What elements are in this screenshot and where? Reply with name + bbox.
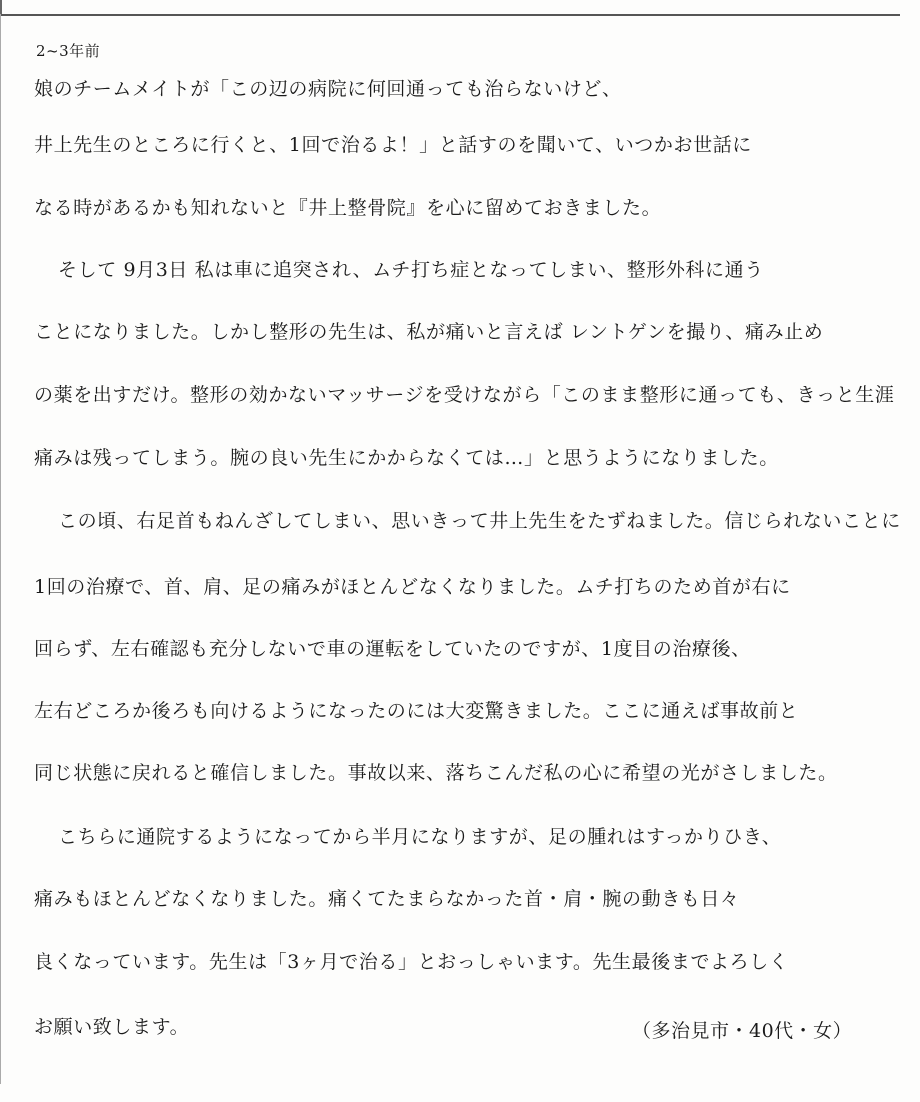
testimonial-line-10: 回らず、左右確認も充分しないで車の運転をしていたのですが、1度目の治療後、 <box>34 638 751 660</box>
author-signature: （多治見市・40代・女） <box>632 1020 853 1042</box>
testimonial-line-6: の薬を出すだけ。整形の効かないマッサージを受けながら「このまま整形に通っても、きっと生涯 <box>34 384 895 406</box>
testimonial-line-9: 1回の治療で、首、肩、足の痛みがほとんどなくなりました。ムチ打ちのため首が右に <box>34 576 791 598</box>
testimonial-line-4: そして 9月3日 私は車に追突され、ムチ打ち症となってしまい、整形外科に通う <box>58 259 764 281</box>
paper-top-rule <box>0 14 900 16</box>
paper-left-rule <box>0 14 1 1084</box>
testimonial-line-1: 娘のチームメイトが「この辺の病院に何回通っても治らないけど、 <box>34 78 622 100</box>
testimonial-line-7: 痛みは残ってしまう。腕の良い先生にかからなくては…」と思うようになりました。 <box>34 447 779 469</box>
testimonial-line-13: こちらに通院するようになってから半月になりますが、足の腫れはすっかりひき、 <box>58 826 782 848</box>
testimonial-line-14: 痛みもほとんどなくなりました。痛くてたまらなかった首・肩・腕の動きも日々 <box>34 888 740 910</box>
paper-corner-mark <box>0 0 2 14</box>
testimonial-line-5: ことになりました。しかし整形の先生は、私が痛いと言えば レントゲンを撮り、痛み止め <box>34 321 824 343</box>
testimonial-line-16: お願い致します。 <box>34 1016 190 1038</box>
testimonial-line-11: 左右どころか後ろも向けるようになったのには大変驚きました。ここに通えば事故前と <box>34 700 799 722</box>
testimonial-line-15: 良くなっています。先生は「3ヶ月で治る」とおっしゃいます。先生最後までよろしく <box>34 951 789 973</box>
testimonial-line-12: 同じ状態に戻れると確信しました。事故以来、落ちこんだ私の心に希望の光がさしました。 <box>34 762 838 784</box>
timing-note: 2~3年前 <box>36 42 101 60</box>
testimonial-line-3: なる時があるかも知れないと『井上整骨院』を心に留めておきました。 <box>34 197 662 219</box>
testimonial-line-8: この頃、右足首もねんざしてしまい、思いきって井上先生をたずねました。信じられないことに <box>58 510 901 532</box>
testimonial-line-2: 井上先生のところに行くと、1回で治るよ！」と話すのを聞いて、いつかお世話に <box>34 134 752 156</box>
